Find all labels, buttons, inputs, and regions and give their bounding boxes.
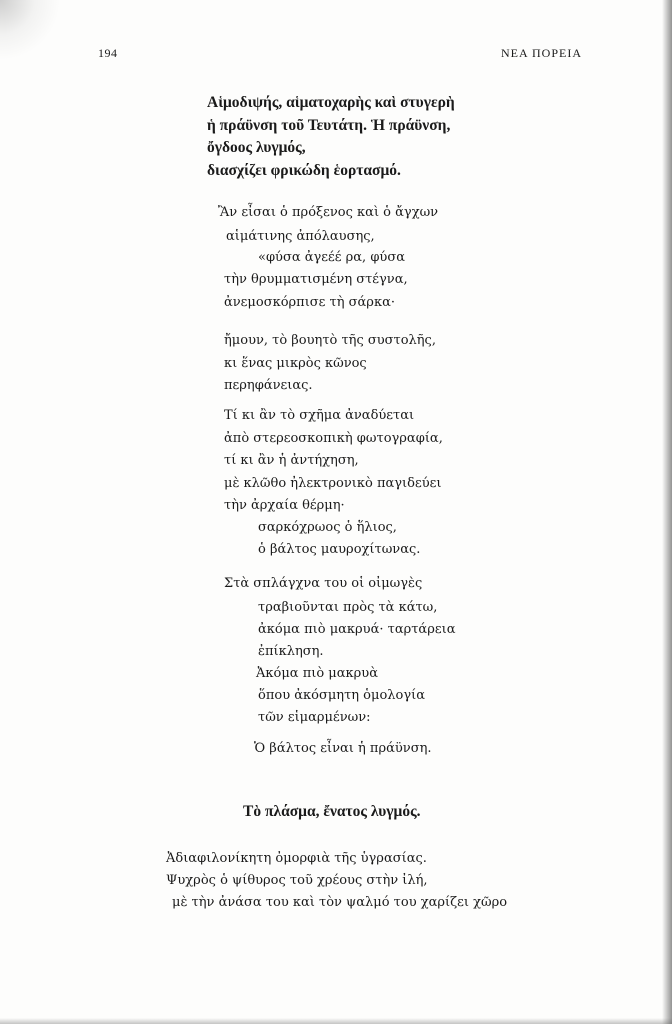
poem-line: «φύσα ἀγεέέ ρα, φύσα [258,250,405,265]
poem-line: τῶν εἱμαρμένων: [258,710,371,725]
bold-stanza-line: ὄγδοος λυγμός, [207,139,306,156]
poem-line: ἤμουν, τὸ βουητὸ τῆς συστολῆς, [224,333,436,348]
poem-line: Στὰ σπλάγχνα του οἱ οἰμωγὲς [224,576,423,591]
final-line: Ψυχρὸς ὁ ψίθυρος τοῦ χρέους στὴν ἰλή, [166,873,428,888]
bold-stanza-line: Αἱμοδιψής, αἱματοχαρὴς καὶ στυγερὴ [207,94,455,111]
scan-shadow-bottom-edge [0,1018,672,1024]
poem-line: Ἀκόμα πιὸ μακρυὰ [256,666,378,681]
bold-stanza-line: ἡ πράϋνση τοῦ Τευτάτη. Ἡ πράϋνση, [207,116,451,134]
scan-shadow-right-edge [662,0,672,1024]
bold-stanza-line: διασχίζει φρικώδη ἑορτασμό. [207,161,401,179]
poem-line: τραβιοῦνται πρὸς τὰ κάτω, [258,600,438,615]
poem-line: ἀνεμοσκόρπισε τὴ σάρκα· [224,295,395,310]
poem-line: ἐπίκληση. [258,644,324,659]
poem-line: αἱμάτινης ἀπόλαυσης, [226,229,375,244]
poem-line: τὴν θρυμματισμένη στέγνα, [224,272,408,287]
poem-line: περηφάνειας. [224,378,313,393]
poem-line: ἀκόμα πιὸ μακρυά· ταρτάρεια [258,622,456,637]
scan-shadow-corner [0,0,60,60]
poem-line: Τί κι ἂν τὸ σχῆμα ἀναδύεται [224,408,415,423]
bold-stanza [207,92,455,182]
final-line: μὲ τὴν ἀνάσα του καὶ τὸν ψαλμό του χαρίζει χῶρο [172,895,508,910]
running-head: ΝΕΑ ΠΟΡΕΙΑ [501,46,582,60]
poem-line: σαρκόχρωος ὁ ἥλιος, [258,520,397,535]
section-title: Τὸ πλάσμα, ἔνατος λυγμός. [243,803,421,820]
poem-line: τὴν ἀρχαία θέρμη· [224,498,345,513]
poem-line: τί κι ἂν ἡ ἀντήχηση, [224,453,359,468]
final-line: Ἀδιαφιλονίκητη ὀμορφιὰ τῆς ὑγρασίας. [166,851,427,866]
page-number: 194 [98,46,118,60]
poem-line: Ἂν εἶσαι ὁ πρόξενος καὶ ὁ ἄγχων [218,205,439,220]
poem-line: ὁ βάλτος μαυροχίτωνας. [258,542,421,557]
poem-line: μὲ κλῶθο ἠλεκτρονικὸ παγιδεύει [224,476,442,491]
poem-line: ὅπου ἀκόσμητη ὁμολογία [258,688,426,703]
poem-line: ἀπὸ στερεοσκοπικὴ φωτογραφία, [224,431,443,446]
poem-line: κι ἕνας μικρὸς κῶνος [224,356,367,371]
poem-line: Ὁ βάλτος εἶναι ἡ πράϋνση. [254,741,432,756]
